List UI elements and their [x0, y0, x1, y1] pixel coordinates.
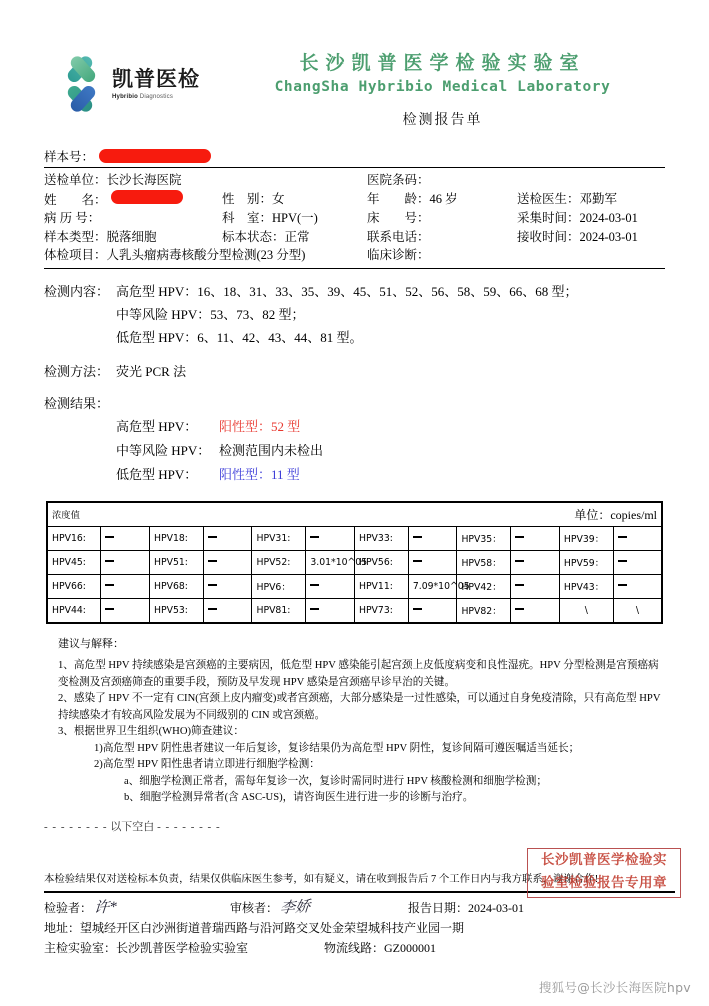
logo-text	[112, 68, 200, 99]
detection-content-medium-risk: 中等风险 HPV：53、73、82 型；	[116, 306, 305, 322]
concentration-table-header-cell	[47, 502, 662, 527]
case-number-label: 病 历 号：	[44, 211, 101, 225]
sending-doctor-value: 邓勤军	[579, 191, 618, 206]
result-label-high-risk: 高危型 HPV：	[116, 418, 198, 434]
result-value-high-risk: 阳性型：52 型	[219, 418, 301, 434]
blank-dots-left: - - - - - - - -	[44, 820, 108, 833]
hpv-name-cell: HPV51:	[149, 550, 203, 574]
hpv-value-cell	[511, 598, 560, 623]
phone-label: 联系电话：	[367, 229, 430, 244]
hpv-name-cell: HPV35：	[457, 526, 511, 550]
patient-info-row	[44, 190, 665, 210]
bed-number-label: 床 号：	[367, 211, 430, 225]
gender-value: 女	[272, 191, 285, 206]
detection-content-section	[44, 280, 665, 349]
hpv-value-cell	[101, 550, 150, 574]
hpv-value-cell	[101, 526, 150, 550]
result-row-high-risk	[44, 415, 665, 439]
sending-doctor-label: 送检医生：	[517, 191, 580, 206]
detection-result-label: 检测结果：	[44, 395, 110, 411]
hpv-name-cell: HPV66:	[47, 574, 101, 598]
advice-list	[44, 658, 665, 807]
logistics-value: GZ000001	[384, 941, 437, 955]
hpv-name-cell: HPV58：	[457, 550, 511, 574]
inspector-signature: 许*	[93, 899, 118, 917]
advice-subsubitem-b: b、细胞学检测异常者(含 ASC-US)，请咨询医生进行进一步的诊断与治疗。	[124, 792, 474, 803]
department-label: 科 室：	[222, 211, 273, 225]
clinical-diagnosis-label: 临床诊断：	[367, 248, 430, 262]
hpv-name-cell: HPV53:	[149, 598, 203, 623]
hpv-value-cell	[408, 526, 457, 550]
result-label-low-risk: 低危型 HPV：	[116, 466, 198, 482]
hpv-name-cell: HPV82：	[457, 598, 511, 623]
sample-type-value: 脱落细胞	[106, 229, 157, 244]
patient-info-row	[44, 228, 665, 247]
blank-dots-right: - - - - - - - -	[157, 820, 221, 833]
patient-info-row	[44, 246, 665, 265]
sample-number-row	[44, 147, 665, 168]
detection-results-section	[44, 392, 665, 487]
report-date-field	[408, 898, 675, 918]
hpv-name-cell: HPV6：	[252, 574, 306, 598]
department-value: HPV(一)	[272, 211, 318, 225]
hpv-value-cell	[613, 574, 662, 598]
hpv-value-cell-hpv11: 7.09*10^05	[408, 574, 457, 598]
hpv-name-cell: HPV33:	[354, 526, 408, 550]
blank-below-marker	[44, 819, 665, 836]
hpv-name-cell: HPV42：	[457, 574, 511, 598]
hpv-value-cell	[203, 598, 252, 623]
hpv-value-cell	[203, 574, 252, 598]
advice-item-3: 3、根据世界卫生组织(WHO)筛查建议：	[58, 726, 244, 737]
concentration-table	[46, 501, 663, 624]
advice-subsubitem-a: a、细胞学检测正常者，需每年复诊一次，复诊时需同时进行 HPV 核酸检测和细胞学检测；	[124, 775, 547, 787]
detection-method-section	[44, 360, 665, 383]
sample-status-label: 标本状态：	[222, 229, 285, 244]
hpv-name-cell: HPV39：	[559, 526, 613, 550]
receive-time-label: 接收时间：	[517, 229, 580, 244]
receive-time-value: 2024-03-01	[579, 229, 638, 244]
hpv-value-cell	[203, 550, 252, 574]
lab-logo	[56, 50, 206, 118]
sample-status-value: 正常	[284, 229, 310, 244]
hpv-value-cell	[101, 574, 150, 598]
patient-info-row	[44, 209, 665, 228]
stamp-line-1: 长沙凯普医学检验实	[541, 852, 667, 868]
logo-brand-en-rest: Diagnostics	[137, 93, 174, 100]
hybribio-x-logo-icon	[56, 58, 108, 110]
collection-time-value: 2024-03-01	[579, 211, 638, 225]
advice-subitem-2: 2)高危型 HPV 阳性患者请立即进行细胞学检测：	[94, 759, 320, 770]
age-label: 年 龄：	[367, 191, 430, 206]
inspector-label: 检验者：	[44, 901, 93, 915]
age-value: 46 岁	[429, 191, 458, 206]
hpv-name-cell: HPV59：	[559, 550, 613, 574]
logo-brand-cn: 凯普医检	[112, 67, 200, 92]
logo-brand-en	[112, 94, 200, 100]
hpv-name-cell: HPV73:	[354, 598, 408, 623]
detection-method-label: 检测方法：	[44, 363, 110, 379]
exam-item-value: 人乳头瘤病毒核酸分型检测(23 分型)	[106, 248, 306, 262]
advice-section	[44, 636, 665, 836]
patient-info-row	[44, 171, 665, 190]
unit-label: 送检单位：	[44, 173, 107, 187]
table-row	[47, 598, 662, 623]
address-label: 地址：	[44, 921, 81, 935]
report-date-value: 2024-03-01	[468, 901, 525, 915]
name-label: 姓 名：	[44, 192, 107, 207]
report-header	[0, 42, 709, 147]
hpv-name-cell: HPV44:	[47, 598, 101, 623]
hpv-value-cell	[306, 574, 355, 598]
hpv-value-cell	[408, 550, 457, 574]
barcode-label: 医院条码：	[367, 173, 430, 187]
hpv-name-cell: HPV43：	[559, 574, 613, 598]
signature-row	[44, 898, 675, 918]
hpv-empty-cell: \	[613, 598, 662, 623]
patient-name-redaction	[111, 190, 183, 204]
hpv-empty-cell: \	[559, 598, 613, 623]
address-row	[44, 918, 675, 938]
address-value: 望城经开区白沙洲街道普瑞西路与沿河路交叉处金荣望城科技产业园一期	[80, 921, 465, 935]
patient-info-grid	[44, 168, 665, 269]
report-body	[44, 147, 665, 835]
report-title-block	[196, 48, 689, 129]
lab-title-cn: 长沙凯普医学检验实验室	[299, 52, 586, 74]
gender-label: 性 别：	[222, 191, 273, 206]
hpv-name-cell: HPV45:	[47, 550, 101, 574]
hpv-value-cell	[511, 526, 560, 550]
hpv-name-cell: HPV31:	[252, 526, 306, 550]
hpv-name-cell: HPV68:	[149, 574, 203, 598]
hpv-value-cell	[306, 598, 355, 623]
report-kind-label: 检测报告单	[402, 113, 483, 128]
hpv-value-cell	[101, 598, 150, 623]
hpv-value-cell-hpv52: 3.01*10^05	[306, 550, 355, 574]
source-watermark: 搜狐号@长沙长海医院hpv	[538, 980, 691, 995]
reviewer-label: 审核者：	[230, 901, 279, 915]
sample-number-label: 样本号：	[44, 150, 95, 164]
hpv-name-cell: HPV16:	[47, 526, 101, 550]
lab-title-en: ChangSha Hybribio Medical Laboratory	[274, 79, 611, 95]
concentration-table-header-row	[47, 502, 662, 527]
detection-method-value: 荧光 PCR 法	[116, 363, 187, 379]
unit-value: 长沙长海医院	[106, 173, 182, 187]
result-row-medium-risk	[44, 439, 665, 463]
hpv-value-cell	[511, 574, 560, 598]
advice-title: 建议与解释：	[58, 637, 124, 650]
main-lab-label: 主检实验室：	[44, 941, 117, 955]
main-lab-value: 长沙凯普医学检验实验室	[116, 941, 249, 955]
advice-item-1: 1、高危型 HPV 持续感染是宫颈癌的主要病因，低危型 HPV 感染能引起宫颈上皮低度病变和良性湿疣。HPV 分型检测是宫预癌病变检测及宫颈癌筛查的重要手段，预防及早发现 HPV 感染是宫颈癌早诊早治的关键。	[58, 660, 659, 688]
hpv-name-cell: HPV18:	[149, 526, 203, 550]
hpv-value-cell	[408, 598, 457, 623]
hpv-value-cell	[511, 550, 560, 574]
detection-content-first-line	[44, 280, 665, 303]
blank-below-label: 以下空白	[110, 820, 155, 833]
detection-content-low-risk: 低危型 HPV：6、11、42、43、44、81 型。	[116, 329, 363, 345]
detection-content-label: 检测内容：	[44, 283, 110, 299]
result-row-low-risk	[44, 463, 665, 487]
concentration-unit-label: 单位：copies/ml	[574, 507, 657, 522]
concentration-table-wrapper	[46, 501, 663, 624]
hpv-name-cell: HPV52:	[252, 550, 306, 574]
stamp-line-2: 验室检验报告专用章	[541, 875, 667, 891]
table-row	[47, 574, 662, 598]
collection-time-label: 采集时间：	[517, 211, 580, 225]
hpv-value-cell	[306, 526, 355, 550]
report-date-label: 报告日期：	[408, 901, 469, 915]
hpv-value-cell	[613, 526, 662, 550]
result-value-low-risk: 阳性型：11 型	[219, 466, 300, 482]
result-label-medium-risk: 中等风险 HPV：	[116, 442, 211, 458]
detection-content-high-risk: 高危型 HPV：16、18、31、33、35、39、45、51、52、56、58、59、66、68 型；	[116, 283, 578, 299]
disclaimer-text: 本检验结果仅对送检标本负责，结果仅供临床医生参考，如有疑义，请在收到报告后 7 个工作日内与我方联系，谢谢合作!	[44, 872, 675, 893]
hpv-value-cell	[613, 550, 662, 574]
sample-number-redaction	[99, 149, 211, 163]
lab-official-stamp	[527, 848, 681, 898]
logo-brand-en-bold: Hybribio	[112, 93, 138, 100]
exam-item-label: 体检项目：	[44, 248, 107, 262]
reviewer-signature: 李娇	[279, 898, 311, 918]
hpv-name-cell: HPV56:	[354, 550, 408, 574]
advice-item-2: 2、感染了 HPV 不一定有 CIN(宫颈上皮内瘤变)或者宫颈癌，大部分感染是一过性感染，可以通过自身免疫清除，只有高危型 HPV 持续感染才有较高风险发展为不同级别的 CIN 或宫颈癌。	[58, 693, 661, 721]
result-value-medium-risk: 检测范围内未检出	[219, 442, 324, 458]
logistics-label: 物流线路：	[324, 941, 385, 955]
table-row	[47, 526, 662, 550]
sample-type-label: 样本类型：	[44, 229, 107, 244]
concentration-title: 浓度值	[52, 511, 80, 521]
reviewer-field	[230, 898, 408, 918]
hpv-name-cell: HPV11:	[354, 574, 408, 598]
main-lab-row	[44, 938, 675, 958]
hpv-value-cell	[203, 526, 252, 550]
table-row	[47, 550, 662, 574]
hpv-name-cell: HPV81:	[252, 598, 306, 623]
inspector-field	[44, 898, 230, 918]
advice-subitem-1: 1)高危型 HPV 阴性患者建议一年后复诊，复诊结果仍为高危型 HPV 阴性，复诊间隔可遵医嘱适当延长；	[94, 742, 580, 754]
